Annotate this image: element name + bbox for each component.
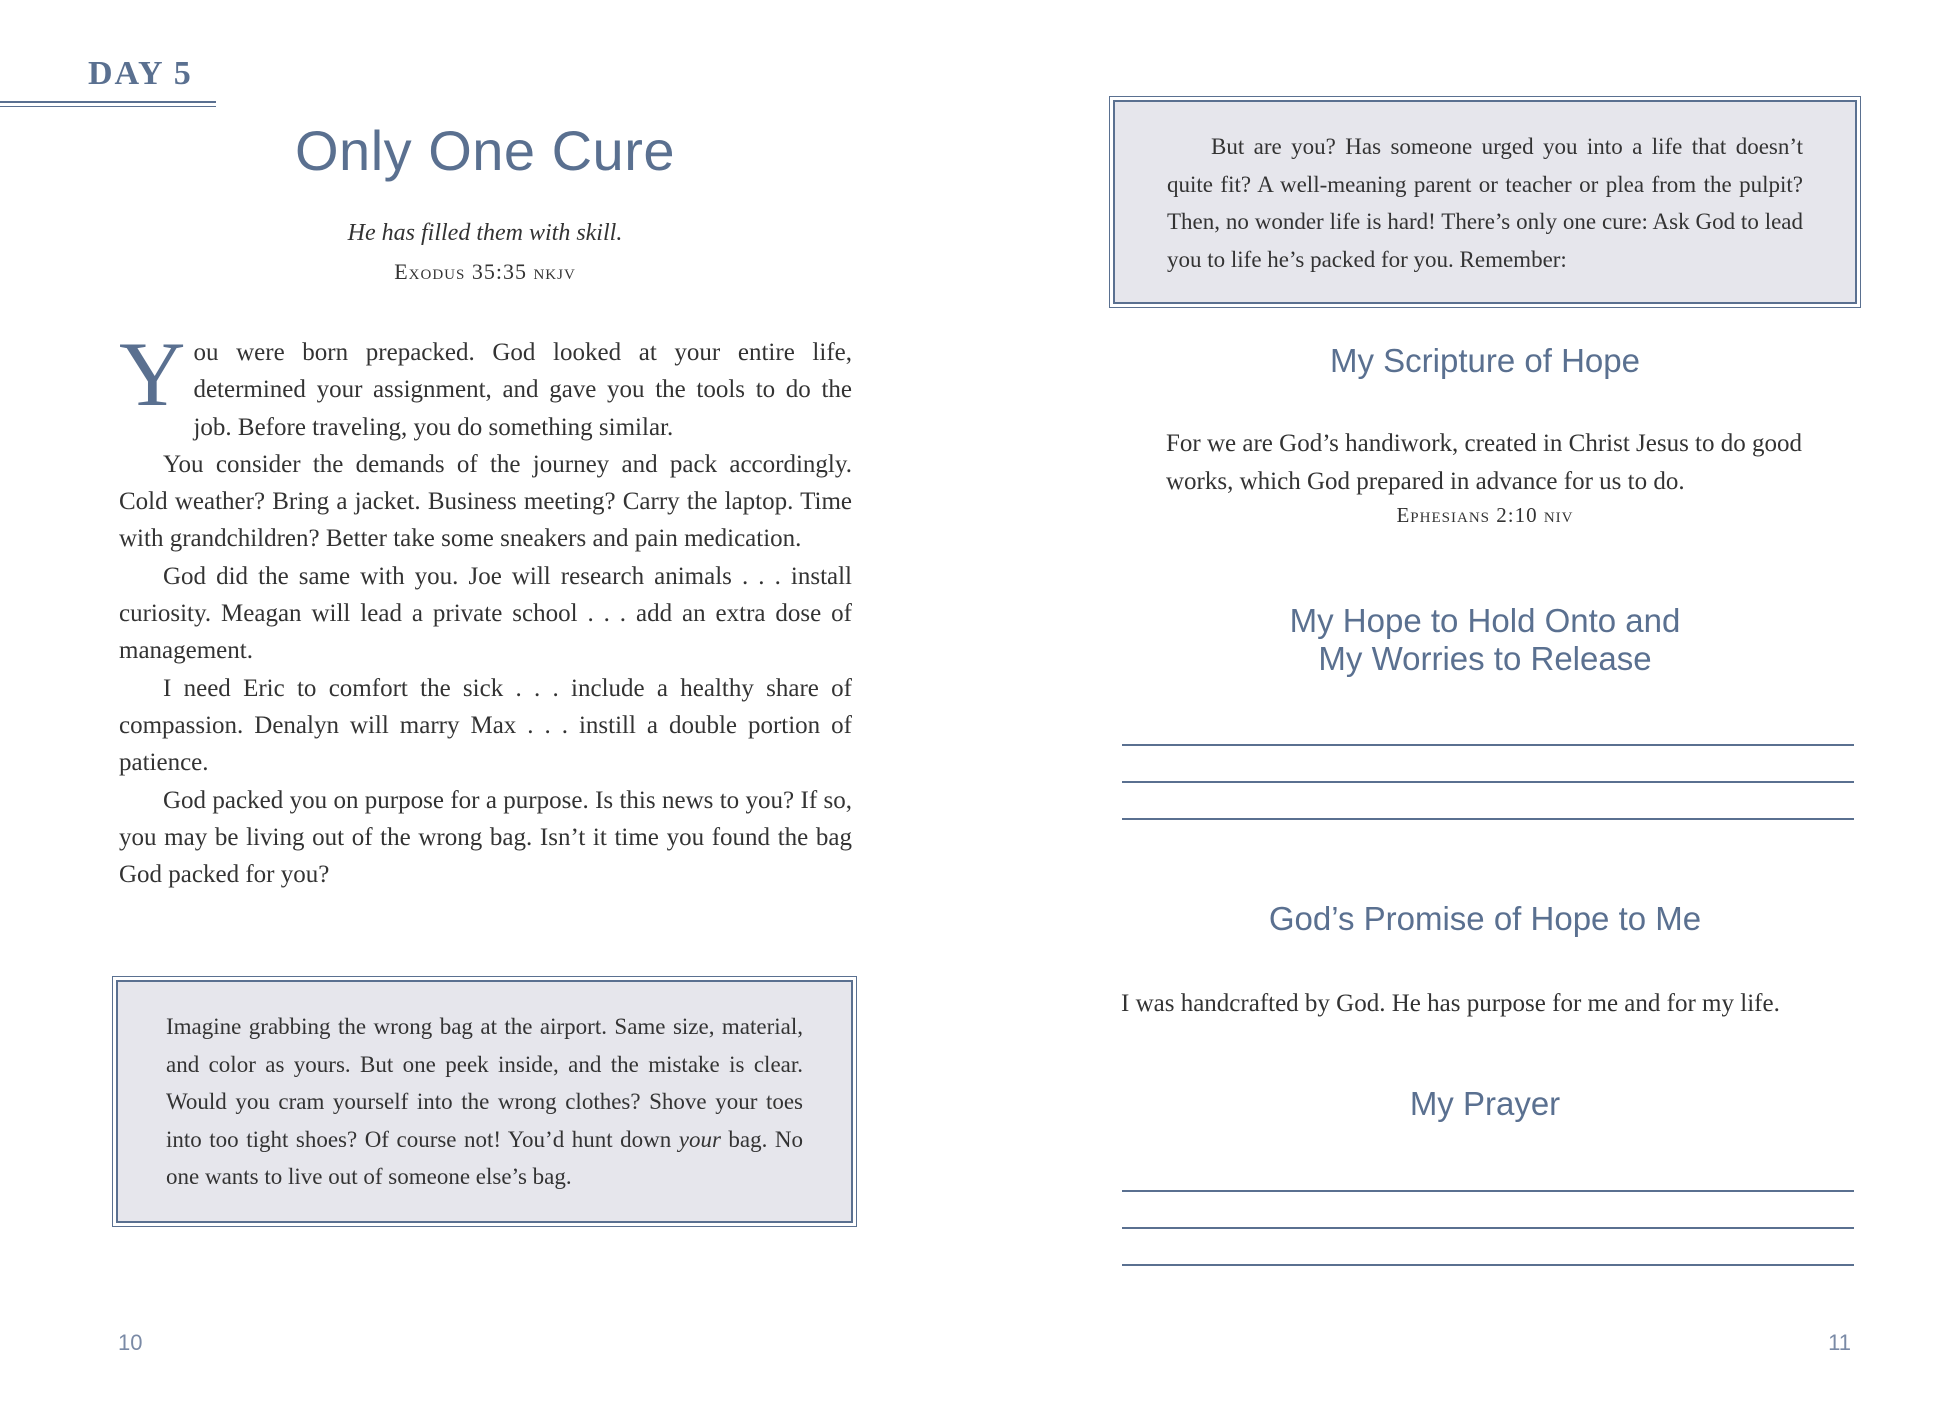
paragraph-text: ou were born prepacked. God looked at your entire life, determined your assignment, and gave you the tools to do the job. Before traveling, you do something similar. [193, 339, 852, 441]
day-rule [0, 101, 216, 103]
paragraph: I need Eric to comfort the sick . . . include a healthy share of compassion. Denalyn will marry Max . . . instill a double portion of patience. [119, 674, 852, 777]
reflection-box [116, 980, 853, 1223]
continuation-text: But are you? Has someone urged you into a life that doesn’t quite fit? A well-meaning parent or teacher or plea from the pulpit? Then, no wonder life is hard! There’s only one cure: Ask God to lead you to life he’s packed for you. Remember: [1167, 134, 1803, 272]
prayer-heading: My Prayer [1409, 1085, 1561, 1122]
writing-line[interactable] [1122, 1264, 1854, 1266]
page-number-right: 11 [1828, 1330, 1851, 1355]
paragraph: God did the same with you. Joe will research animals . . . install curiosity. Meagan will lead a private school . . . add an extra dose of management. [119, 562, 852, 665]
paragraph: You consider the demands of the journey and pack accordingly. Cold weather? Bring a jacket. Business meeting? Carry the laptop. Time with grandchildren? Better take some sneakers and pain medication. [119, 450, 852, 553]
page-number-left: 10 [118, 1330, 143, 1355]
scripture-reference: Ephesians 2:10 niv [1396, 503, 1574, 527]
verse-reference: Exodus 35:35 nkjv [394, 259, 576, 284]
writing-line[interactable] [1122, 744, 1854, 746]
paragraph [119, 323, 852, 446]
reflection-text: Imagine grabbing the wrong bag at the airport. Same size, material, and color as yours. But one peek inside, and the mistake is clear. Would you cram yourself into the wrong clothes? Shove your toes into too tight shoes? Of course not! You’d hunt down your bag. No one wants to live out of someone else’s bag. [166, 1014, 803, 1189]
drop-cap: Y [119, 323, 186, 425]
writing-line[interactable] [1122, 1190, 1854, 1192]
promise-heading: God’s Promise of Hope to Me [1268, 900, 1702, 937]
devotional-body [119, 323, 852, 893]
hope-heading: My Hope to Hold Onto and My Worries to Release [1289, 602, 1681, 677]
writing-line[interactable] [1122, 781, 1854, 783]
writing-line[interactable] [1122, 1227, 1854, 1229]
paragraph: God packed you on purpose for a purpose. Is this news to you? If so, you may be living out of the wrong bag. Isn’t it time you found the bag God packed for you? [119, 786, 852, 889]
continuation-box [1113, 100, 1857, 304]
day-rule-thin [0, 106, 216, 107]
writing-line[interactable] [1122, 818, 1854, 820]
scripture-heading: My Scripture of Hope [1330, 342, 1640, 379]
emphasis-word: your [678, 1126, 721, 1152]
verse-quote: He has filled them with skill. [347, 220, 623, 246]
page-title: Only One Cure [295, 119, 675, 182]
day-label: DAY 5 [88, 55, 193, 92]
promise-text: I was handcrafted by God. He has purpose for me and for my life. [1121, 990, 1780, 1017]
scripture-text: For we are God’s handiwork, created in Christ Jesus to do good works, which God prepared in advance for us to do. [1166, 430, 1802, 495]
